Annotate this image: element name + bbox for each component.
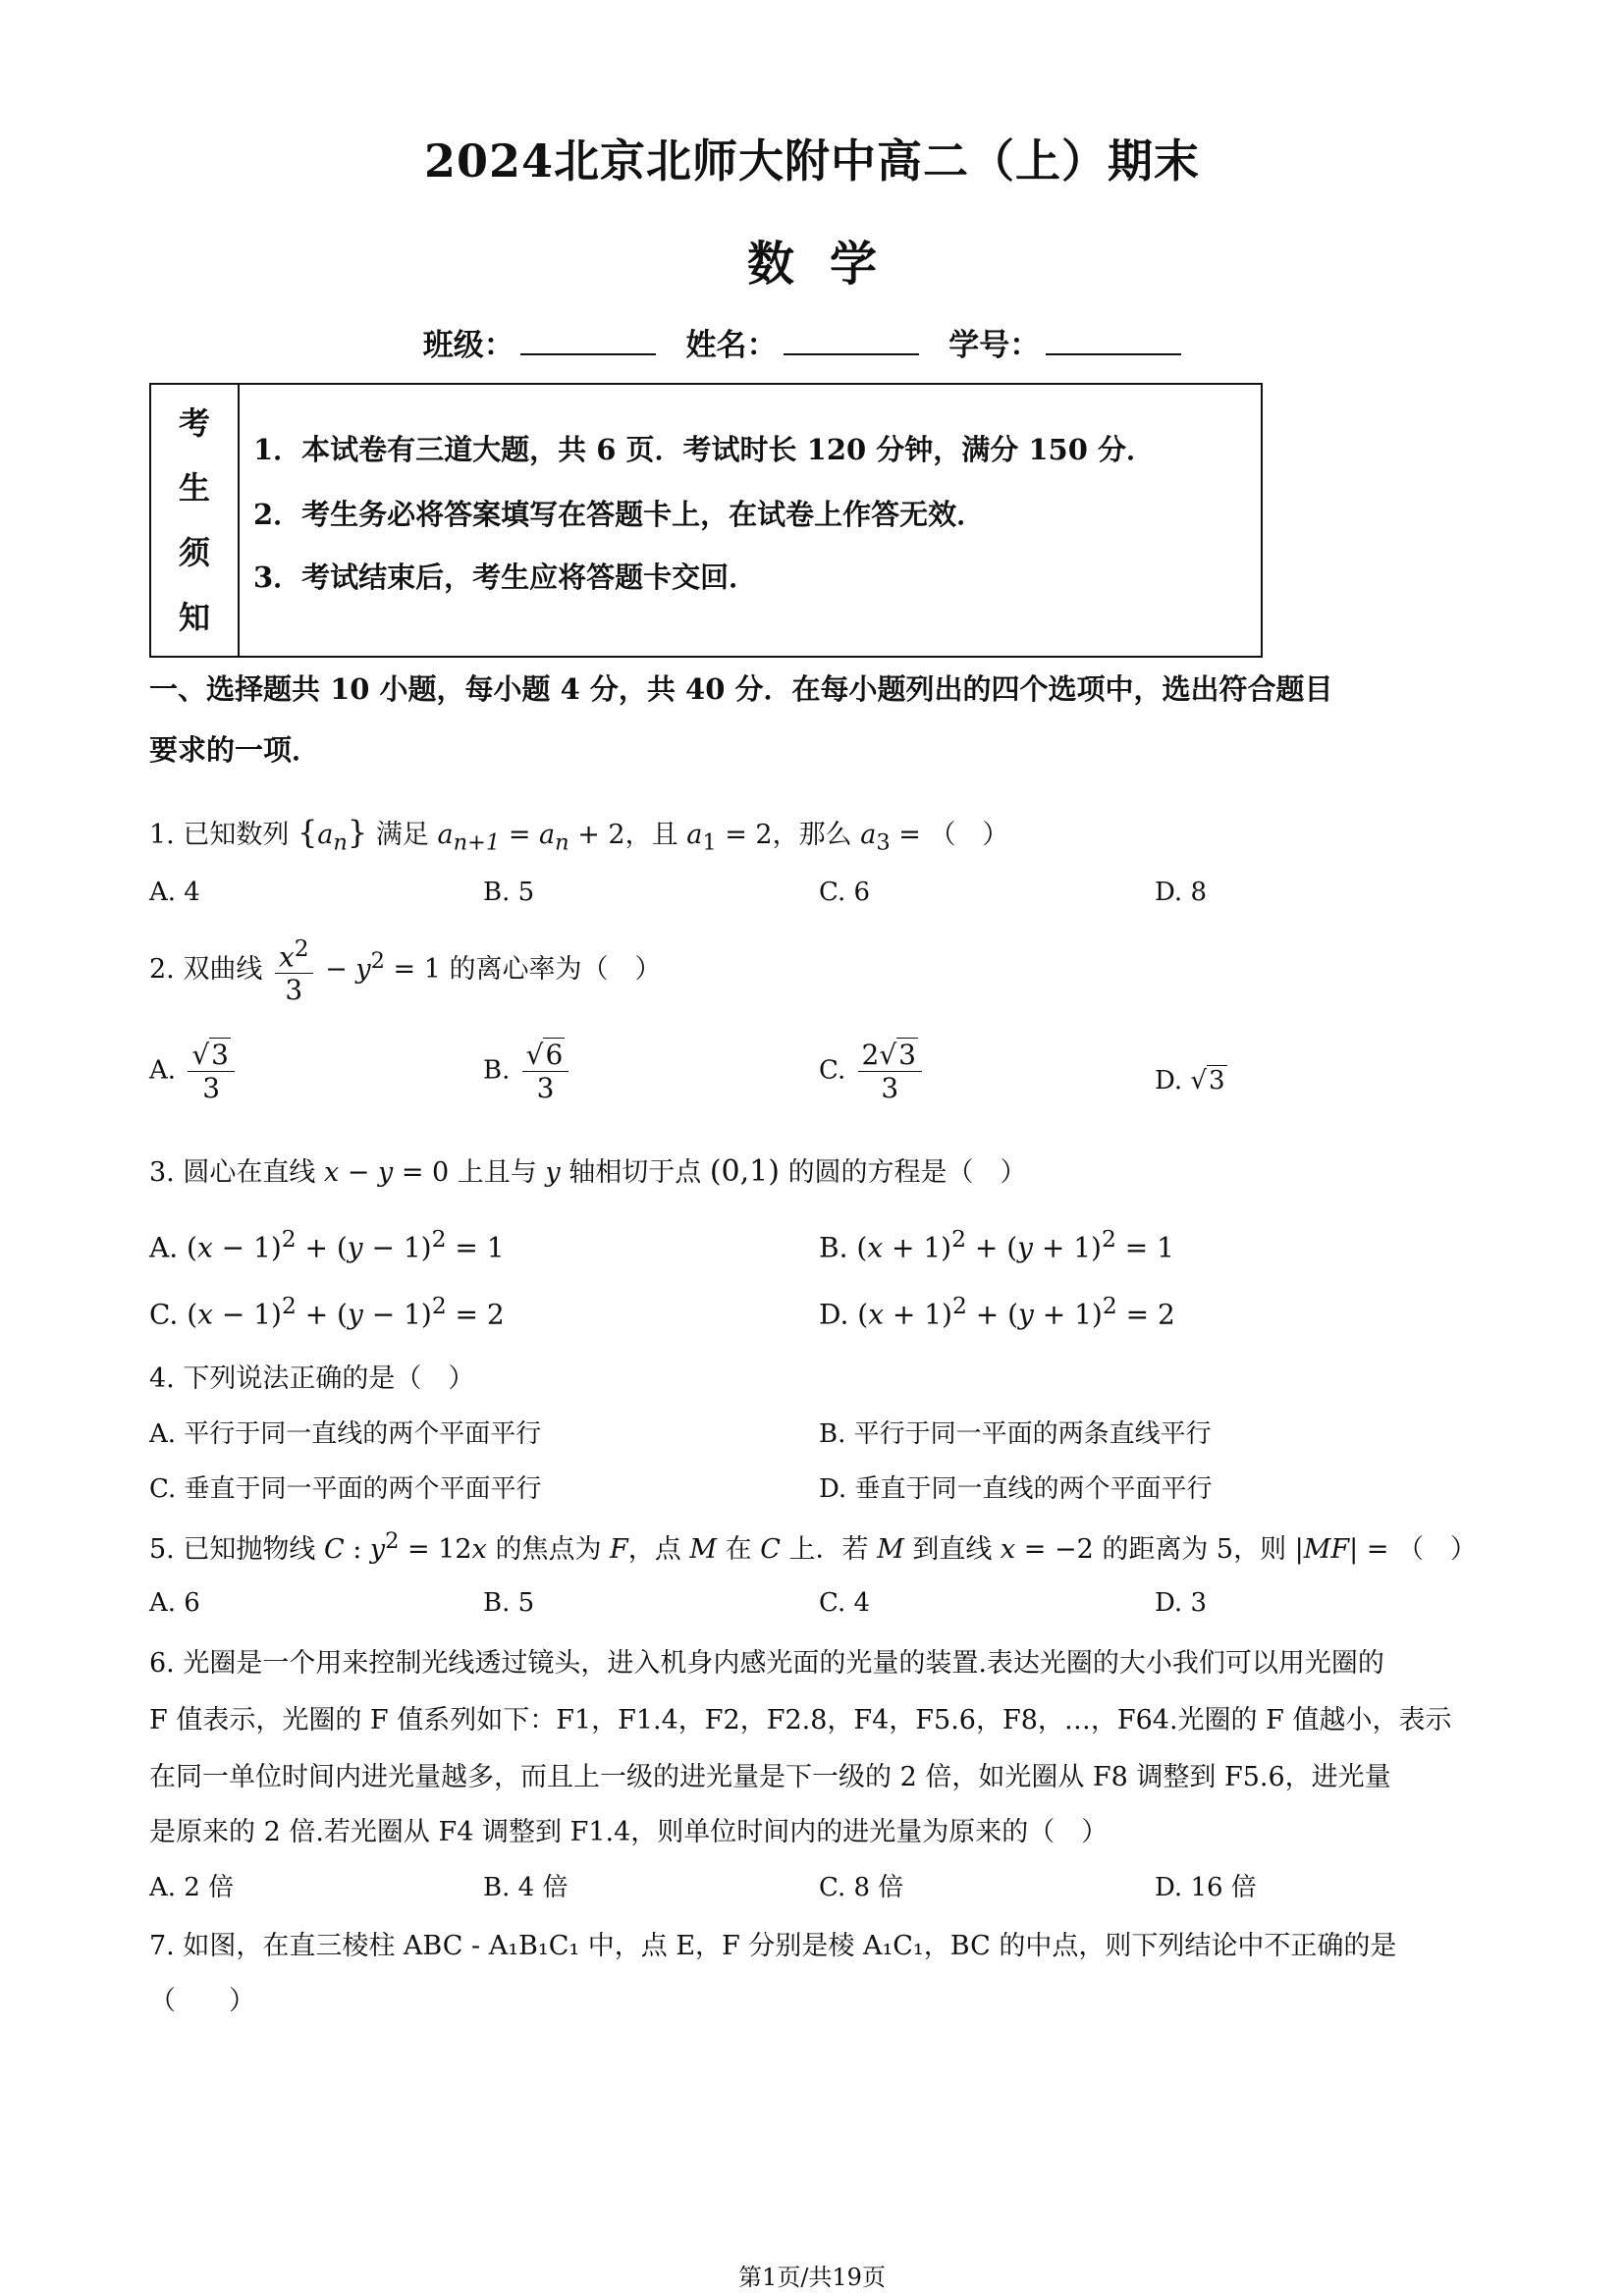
id-label: 学号：	[948, 328, 1041, 363]
question-2-stem: 2. 双曲线 $\frac{x^2}{3}$ − $y^2 = 1$ 的离心率为（ ）	[149, 934, 662, 1007]
q1-option-d: D. 8	[1155, 878, 1207, 907]
name-label: 姓名：	[685, 328, 778, 363]
q5-option-b: B. 5	[483, 1588, 535, 1618]
exam-notice-box	[149, 383, 1263, 658]
q6-option-c: C. 8 倍	[819, 1873, 904, 1902]
q5-option-d: D. 3	[1155, 1588, 1207, 1618]
class-label: 班级：	[422, 328, 514, 363]
q2-option-d: D. √3	[1155, 1066, 1225, 1095]
question-7-line: 7. 如图，在直三棱柱 ABC - A₁B₁C₁ 中，点 E，F 分别是棱 A₁C₁，BC 的中点，则下列结论中不正确的是	[149, 1931, 1397, 1961]
page-number: 第1页/共19页	[738, 2264, 886, 2291]
question-7-line: （ ）	[149, 1986, 255, 2016]
q3-option-b: B. $(x + 1)^2 + (y + 1)^2 = 1$	[819, 1225, 1174, 1264]
q6-option-d: D. 16 倍	[1155, 1873, 1257, 1902]
section-heading: 一、选择题共 10 小题，每小题 4 分，共 40 分．在每小题列出的四个选项中，选出符合题目	[149, 672, 1333, 706]
id-blank	[1046, 328, 1181, 355]
notice-item: 2．考生务必将答案填写在答题卡上，在试卷上作答无效．	[253, 498, 986, 531]
question-5-stem: 5. 已知抛物线 C : $y^2 = 12x$ 的焦点为 F，点 M 在 C 上．若 M 到直线 x = −2 的距离为 5，则 |MF| = （ ）	[149, 1528, 1478, 1565]
q4-option-d: D. 垂直于同一直线的两个平面平行	[819, 1474, 1213, 1504]
name-blank	[784, 328, 919, 355]
q3-option-c: C. $(x - 1)^2 + (y - 1)^2 = 2$	[149, 1292, 505, 1331]
q2-option-c: C. $\frac{2√3}{3}$	[819, 1039, 926, 1104]
q3-option-d: D. $(x + 1)^2 + (y + 1)^2 = 2$	[819, 1292, 1175, 1331]
q4-option-b: B. 平行于同一平面的两条直线平行	[819, 1419, 1212, 1449]
q5-option-a: A. 6	[149, 1588, 200, 1618]
question-3-stem: 3. 圆心在直线 x − y = 0 上且与 y 轴相切于点 (0,1) 的圆的方程是（ ）	[149, 1154, 1027, 1189]
q1-option-b: B. 5	[483, 878, 535, 907]
q2-option-a: A. $\frac{√3}{3}$	[149, 1039, 239, 1104]
page-title: 2024北京北师大附中高二（上）期末	[423, 134, 1201, 187]
section-heading-cont: 要求的一项．	[149, 733, 321, 767]
q6-option-b: B. 4 倍	[483, 1873, 568, 1902]
student-info-line	[0, 320, 1624, 364]
q1-option-c: C. 6	[819, 878, 871, 907]
q4-option-a: A. 平行于同一直线的两个平面平行	[149, 1419, 542, 1449]
notice-side-char: 生	[178, 469, 210, 507]
question-6-line: 6. 光圈是一个用来控制光线透过镜头，进入机身内感光面的光量的装置.表达光圈的大小我们可以用光圈的	[149, 1648, 1384, 1679]
q1-option-a: A. 4	[149, 878, 200, 907]
q2-option-b: B. $\frac{√6}{3}$	[483, 1039, 572, 1104]
class-blank	[520, 328, 656, 355]
question-6-line: F 值表示，光圈的 F 值系列如下：F1，F1.4，F2，F2.8，F4，F5.6，F8，…，F64.光圈的 F 值越小，表示	[149, 1705, 1452, 1735]
notice-side-char: 须	[178, 534, 210, 571]
notice-side-column	[151, 385, 240, 656]
q3-option-a: A. $(x - 1)^2 + (y - 1)^2 = 1$	[149, 1225, 505, 1264]
q6-option-a: A. 2 倍	[149, 1873, 235, 1902]
question-6-line: 是原来的 2 倍.若光圈从 F4 调整到 F1.4，则单位时间内的进光量为原来的（ ）	[149, 1817, 1109, 1847]
question-6-line: 在同一单位时间内进光量越多，而且上一级的进光量是下一级的 2 倍，如光圈从 F8 调整到 F5.6，进光量	[149, 1762, 1391, 1792]
question-4-stem: 4. 下列说法正确的是（ ）	[149, 1363, 475, 1394]
notice-side-char: 知	[178, 599, 210, 636]
q4-option-c: C. 垂直于同一平面的两个平面平行	[149, 1474, 542, 1504]
notice-side-char: 考	[178, 404, 210, 442]
notice-item: 1．本试卷有三道大题，共 6 页．考试时长 120 分钟，满分 150 分．	[253, 433, 1156, 466]
question-1-stem: 1. 已知数列 $\{a_n\}$ 满足 $a_{n+1} = a_n + 2$，且 $a_1 = 2$，那么 $a_3$ = （ ）	[149, 814, 1009, 856]
notice-item: 3．考试结束后，考生应将答题卡交回．	[253, 561, 758, 594]
subject-title: 数学	[746, 237, 912, 292]
q5-option-c: C. 4	[819, 1588, 871, 1618]
